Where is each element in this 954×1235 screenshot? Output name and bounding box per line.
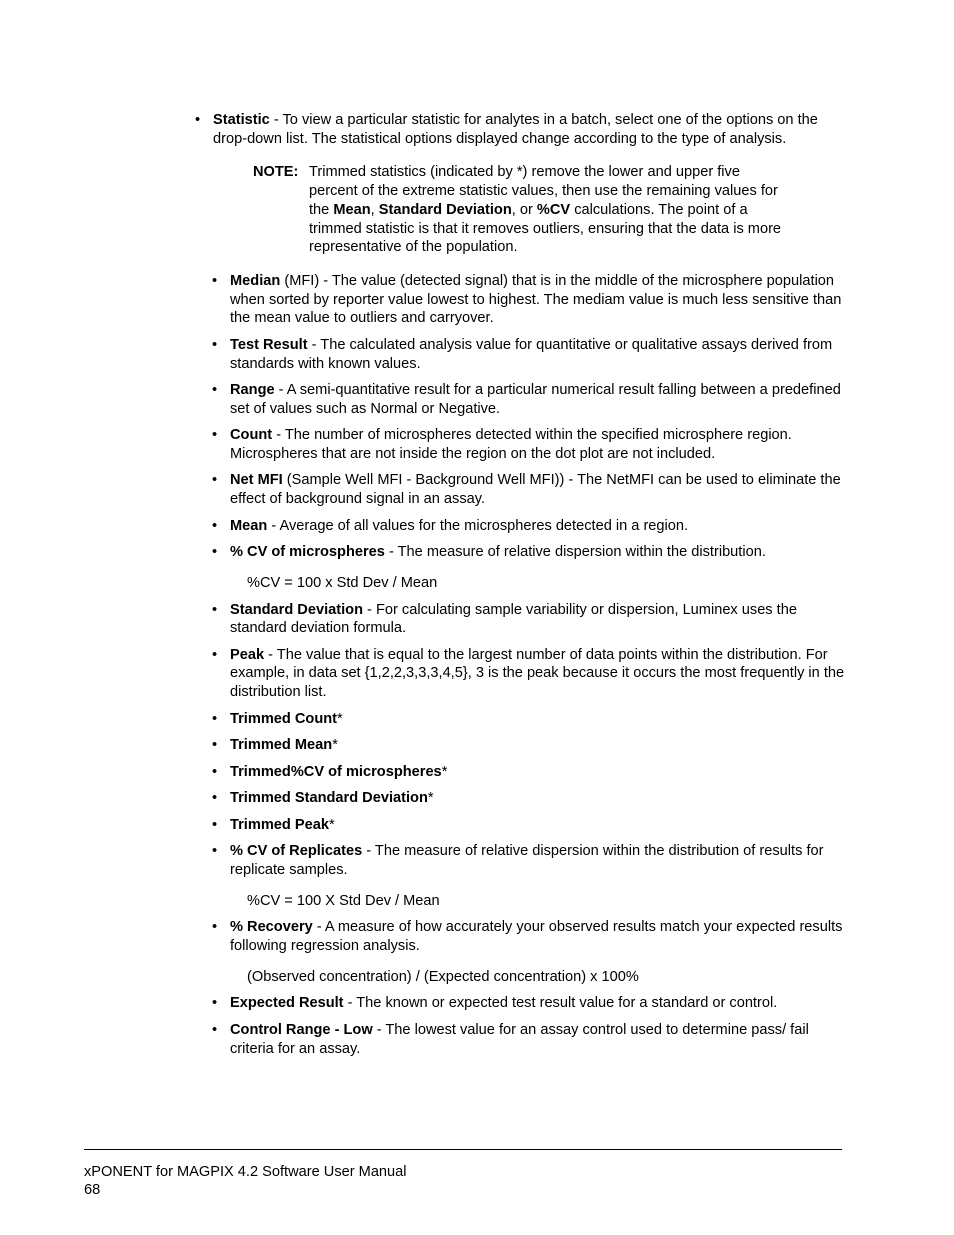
item-desc: * — [337, 710, 343, 727]
list-item-control-range-low — [212, 1021, 845, 1058]
item-desc: (MFI) - The value (detected signal) that is in the middle of the microsphere population when sorted by reporter value lowest to highest. The mediam value is much less sensitive than the mean value to outliers and carryover. — [230, 272, 842, 327]
item-desc: - The value that is equal to the largest number of data points within the distribution. For example, in data set {1,2,2,3,3,3,4,5}, 3 is the peak because it occurs the most frequently in the distribution list. — [230, 646, 845, 701]
item-term: Standard Deviation — [230, 601, 363, 618]
bullet: • — [212, 790, 218, 807]
note-term-std-dev: Standard Deviation — [378, 201, 512, 218]
bullet: • — [212, 995, 218, 1012]
page-footer — [84, 1163, 407, 1199]
item-desc: * — [332, 737, 338, 754]
list-item-statistic — [195, 111, 845, 148]
item-desc: - A measure of how accurately your observed results match your expected results following regression analysis. — [230, 919, 843, 954]
page-number: 68 — [84, 1182, 101, 1198]
item-term: Expected Result — [230, 995, 344, 1012]
list-item-trimmed-cv-microspheres — [212, 763, 845, 782]
list-item-trimmed-count — [212, 710, 845, 729]
item-desc: - The lowest value for an assay control used to determine pass/ fail criteria for an assay. — [230, 1021, 809, 1057]
bullet: • — [212, 517, 218, 534]
item-term: Count — [230, 427, 273, 444]
item-term: Trimmed Mean — [230, 737, 333, 754]
list-item-range — [212, 381, 845, 418]
item-term: Peak — [230, 646, 265, 663]
bullet: • — [212, 763, 218, 780]
formula-cv-replicates: %CV = 100 X Std Dev / Mean — [247, 892, 440, 909]
note-text: , — [370, 201, 379, 218]
item-term: Net MFI — [230, 472, 283, 489]
list-item-median — [212, 272, 845, 328]
note-label: NOTE: — [253, 164, 299, 181]
item-term: Median — [230, 272, 281, 289]
list-item-cv-replicates — [212, 842, 845, 879]
bullet: • — [212, 843, 218, 860]
item-desc: - The number of microspheres detected within the specified microsphere region. Microspheres that are not inside the region on the dot plot are not included. — [230, 427, 792, 462]
manual-title: xPONENT for MAGPIX 4.2 Software User Manual — [84, 1164, 407, 1180]
note-term-cv: %CV — [536, 201, 571, 218]
item-desc: * — [441, 763, 448, 780]
bullet: • — [212, 710, 218, 727]
statistic-options-list — [212, 272, 845, 1058]
bullet: • — [212, 737, 218, 754]
item-desc: - The known or expected test result value for a standard or control. — [343, 995, 778, 1012]
item-term: Control Range - Low — [230, 1021, 373, 1038]
list-item-trimmed-mean — [212, 736, 845, 755]
note-text: Trimmed statistics (indicated by *) remove the lower and upper five percent of the extreme statistic values, then use the remaining values for the — [309, 164, 778, 218]
bullet: • — [212, 472, 218, 489]
item-term: Test Result — [230, 336, 308, 353]
item-desc: - The measure of relative dispersion within the distribution. — [384, 544, 766, 561]
item-term: Trimmed Standard Deviation — [230, 790, 428, 807]
item-term: % Recovery — [230, 919, 313, 936]
item-term: Trimmed Peak — [230, 816, 329, 833]
item-term: Trimmed%CV of microspheres — [230, 763, 442, 780]
list-item-standard-deviation — [212, 601, 845, 638]
formula-cv-microspheres: %CV = 100 x Std Dev / Mean — [247, 574, 438, 591]
bullet: • — [212, 1021, 218, 1038]
item-term: % CV of Replicates — [230, 843, 363, 860]
list-item-peak — [212, 646, 845, 702]
list-item-mean — [212, 517, 845, 536]
note-text: calculations. The point of a trimmed statistic is that it removes outliers, ensuring that the data is more representative of the population. — [309, 201, 782, 256]
bullet: • — [212, 919, 218, 936]
item-term: % CV of microspheres — [230, 544, 385, 561]
note-term-mean: Mean — [333, 201, 371, 218]
item-desc: * — [328, 816, 335, 833]
bullet: • — [212, 544, 218, 561]
formula-recovery: (Observed concentration) / (Expected concentration) x 100% — [247, 968, 639, 985]
note-text: , or — [511, 201, 537, 218]
bullet: • — [212, 336, 218, 353]
bullet: • — [212, 272, 218, 289]
item-desc: - The measure of relative dispersion within the distribution of results for replicate samples. — [230, 843, 824, 878]
list-item-trimmed-peak — [212, 816, 845, 835]
bullet: • — [212, 816, 218, 833]
item-desc: * — [427, 790, 434, 807]
list-item-test-result — [212, 336, 845, 373]
list-item-recovery — [212, 918, 845, 955]
bullet: • — [212, 646, 218, 663]
list-item-cv-microspheres — [212, 543, 845, 562]
list-item-trimmed-standard-deviation — [212, 789, 845, 808]
item-desc: - For calculating sample variability or dispersion, Luminex uses the standard deviation formula. — [230, 601, 797, 637]
page-body — [195, 111, 845, 1066]
item-desc: (Sample Well MFI - Background Well MFI)) - The NetMFI can be used to eliminate the effect of background signal in an assay. — [230, 472, 841, 508]
item-term: Mean — [230, 517, 268, 534]
item-desc: - Average of all values for the microspheres detected in a region. — [267, 517, 689, 534]
list-item-net-mfi — [212, 471, 845, 508]
list-item-expected-result — [212, 994, 845, 1013]
note-block — [253, 163, 787, 257]
footer-divider — [84, 1149, 842, 1150]
item-term: Statistic — [213, 112, 270, 128]
item-desc: - A semi-quantitative result for a particular numerical result falling between a predefined set of values such as Normal or Negative. — [230, 382, 841, 417]
bullet: • — [195, 112, 201, 128]
item-term: Range — [230, 382, 275, 399]
item-desc: - To view a particular statistic for analytes in a batch, select one of the options on the drop-down list. The statistical options displayed change according to the type of analysis. — [213, 112, 818, 147]
item-desc: - The calculated analysis value for quantitative or qualitative assays derived from standards with known values. — [230, 336, 833, 372]
item-term: Trimmed Count — [230, 710, 338, 727]
bullet: • — [212, 427, 218, 444]
bullet: • — [212, 601, 218, 618]
list-item-count — [212, 426, 845, 463]
bullet: • — [212, 382, 218, 399]
